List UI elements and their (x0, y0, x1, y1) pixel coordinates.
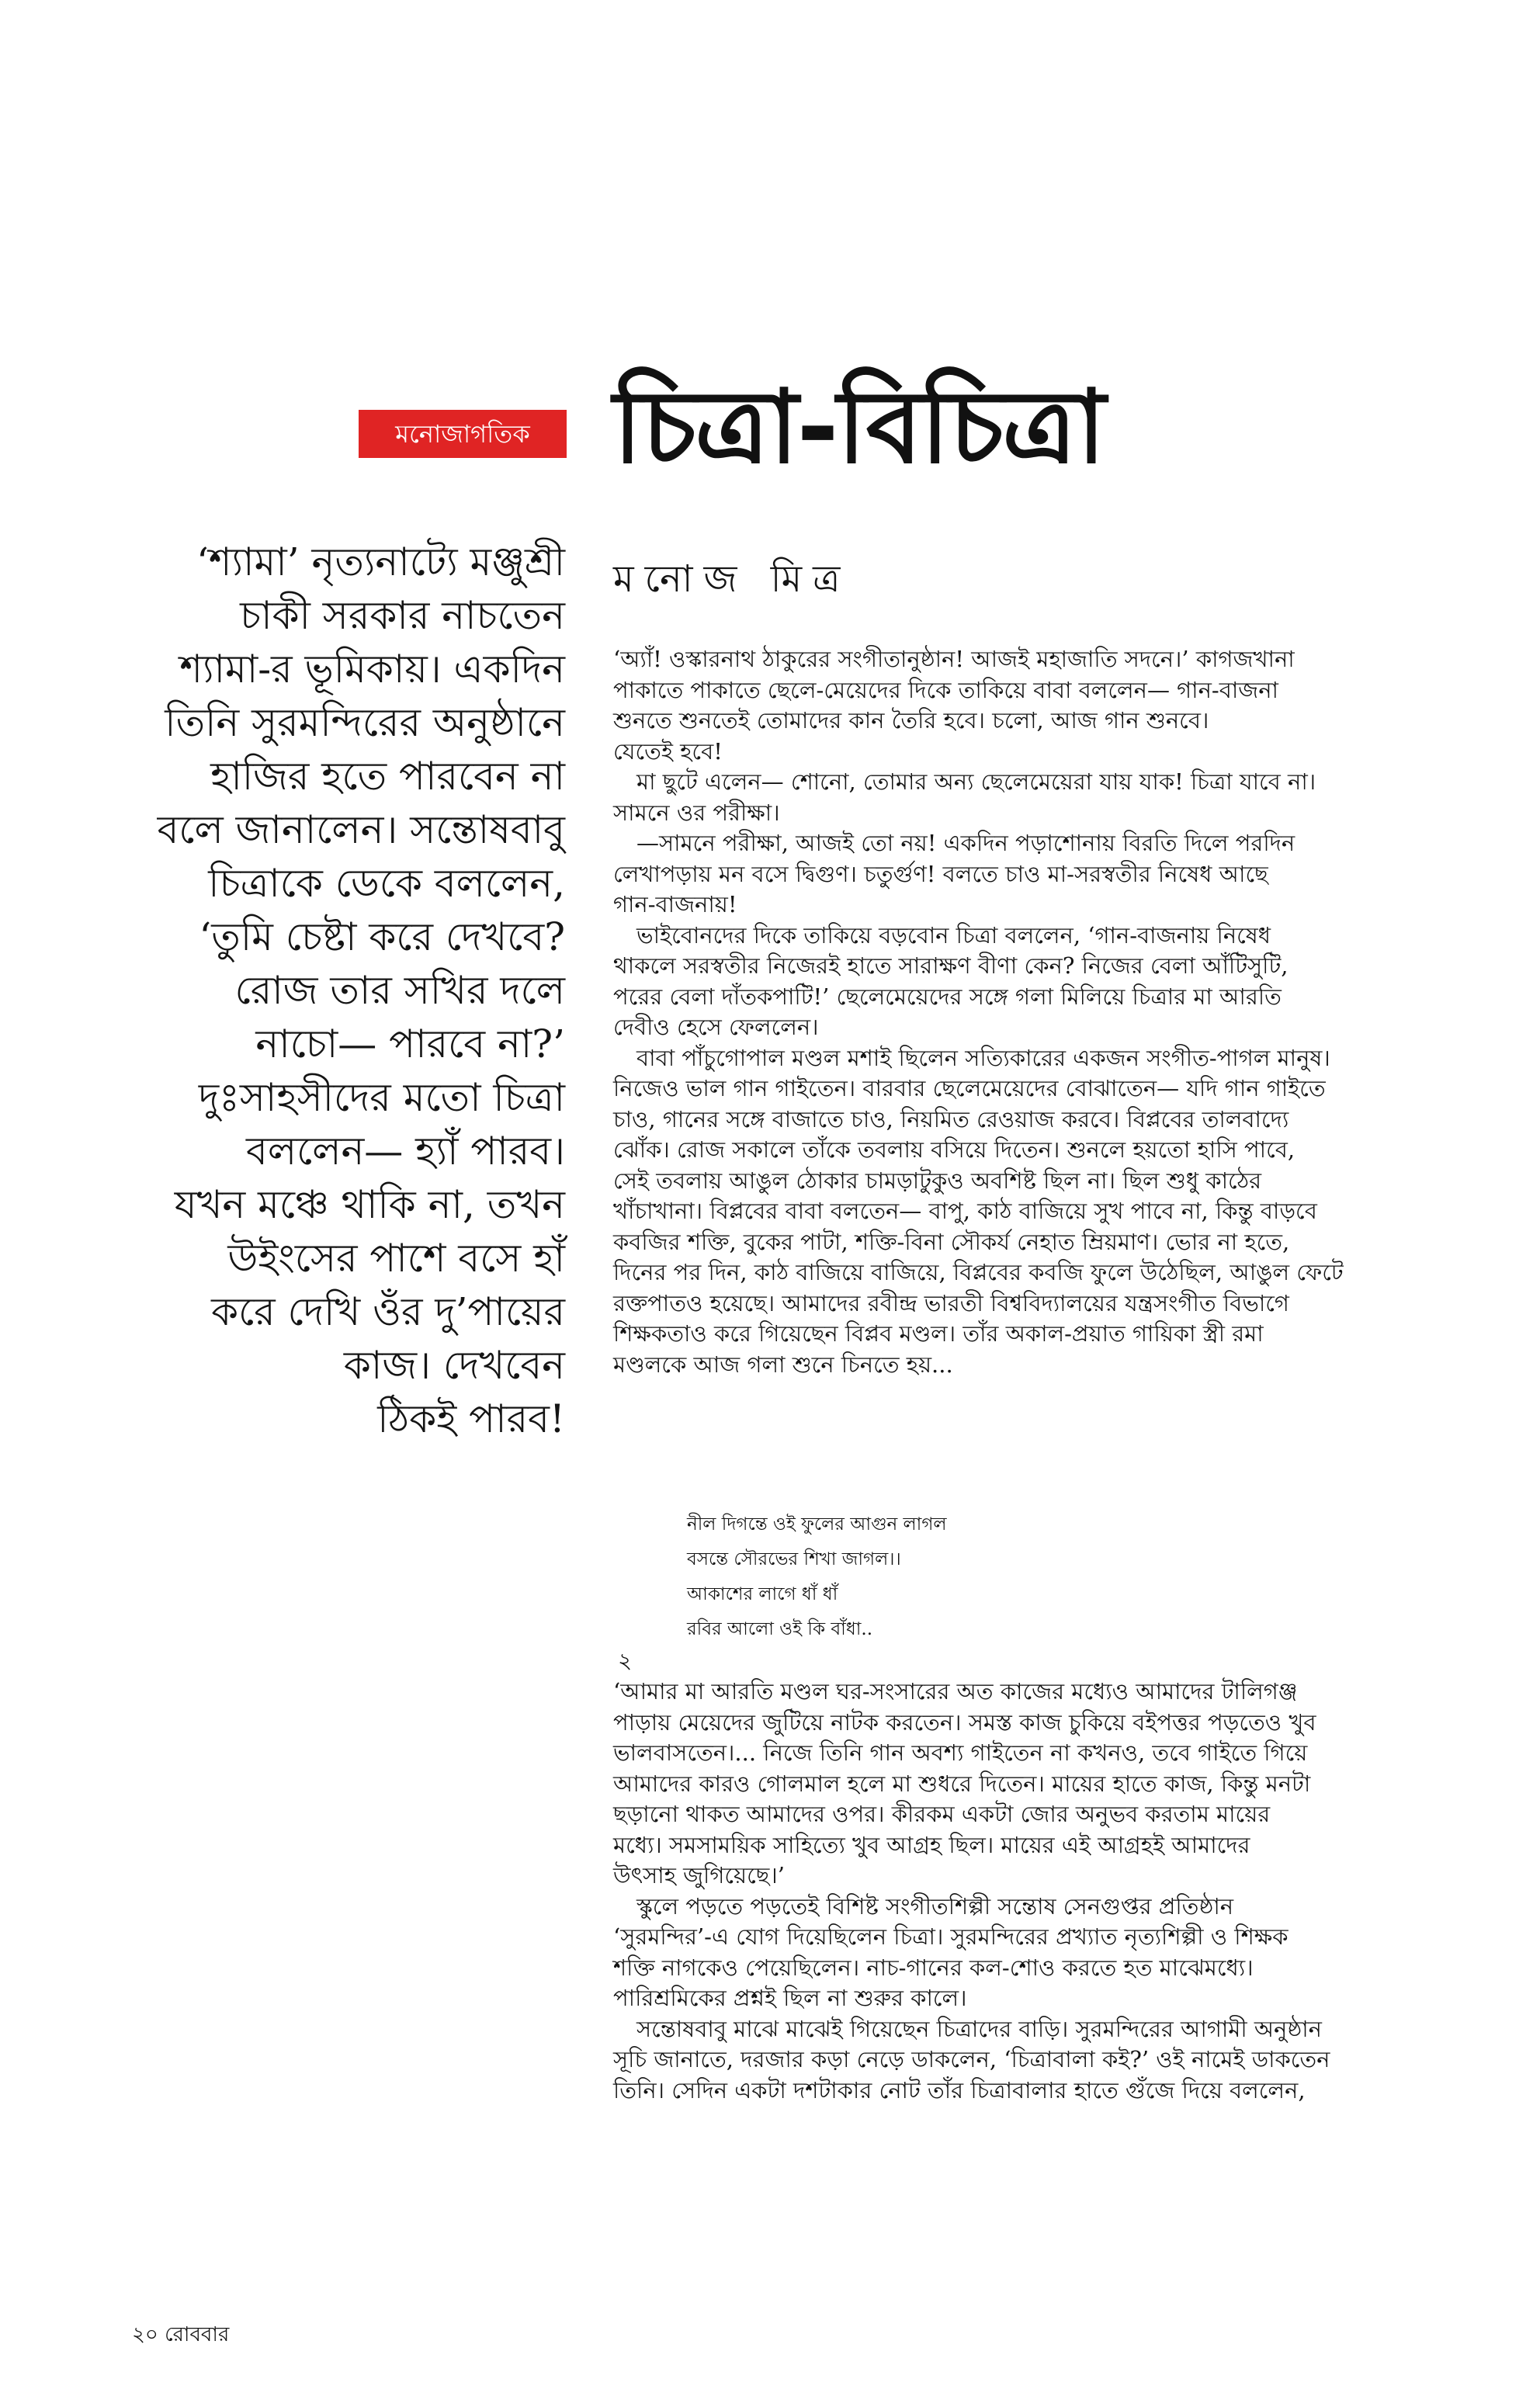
body-line: নিজেও ভাল গান গাইতেন। বারবার ছেলেমেয়েদের বোঝাতেন— যদি গান গাইতে (613, 1075, 1326, 1101)
body-line: খাঁচাখানা। বিপ্লবের বাবা বলতেন— বাপু, কাঠ বাজিয়ে সুখ পাবে না, কিন্তু বাড়বে (613, 1198, 1317, 1224)
body-line: শুনতে শুনতেই তোমাদের কান তৈরি হবে। চলো, আজ গান শুনবে। (613, 707, 1209, 734)
body-line: মা ছুটে এলেন— শোনো, তোমার অন্য ছেলেমেয়েরা যায় যাক! চিত্রা যাবে না। (636, 768, 1316, 795)
page-folio: ২০ রোববার (132, 2323, 230, 2346)
pull-quote-line: ঠিকই পারব! (377, 1396, 565, 1441)
pull-quote-line: কাজ। দেখবেন (343, 1343, 565, 1388)
body-line: সেই তবলায় আঙুল ঠোকার চামড়াটুকুও অবশিষ্ট ছিল না। ছিল শুধু কাঠের (613, 1167, 1262, 1194)
body-line: পাকাতে পাকাতে ছেলে-মেয়েদের দিকে তাকিয়ে বাবা বললেন— গান-বাজনা (613, 676, 1278, 703)
body-line: —সামনে পরীক্ষা, আজই তো নয়! একদিন পড়াশোনায় বিরতি দিলে পরদিন (636, 830, 1295, 856)
pull-quote-line: রোজ তার সখির দলে (234, 968, 565, 1013)
body-line: উৎসাহ জুগিয়েছে।’ (613, 1862, 785, 1888)
body-line: গান-বাজনায়! (613, 891, 737, 917)
body-line: থাকলে সরস্বতীর নিজেরই হাতে সারাক্ষণ বীণা কেন? নিজের বেলা আঁটিসুটি, (613, 952, 1289, 979)
category-badge: মনোজাগতিক (359, 410, 567, 458)
pull-quote-line: হাজির হতে পারবেন না (210, 754, 565, 799)
body-line: সূচি জানাতে, দরজার কড়া নেড়ে ডাকলেন, ‘চিত্রাবালা কই?’ ওই নামেই ডাকতেন (613, 2046, 1330, 2072)
pull-quote-line: চাকী সরকার নাচতেন (240, 593, 565, 638)
pull-quote-line: ‘তুমি চেষ্টা করে দেখবে? (199, 914, 565, 959)
poem-line: নীল দিগন্তে ওই ফুলের আগুন লাগল (687, 1514, 947, 1535)
pull-quote-line: শ্যামা-র ভূমিকায়। একদিন (179, 647, 565, 692)
pull-quote-line: বলে জানালেন। সন্তোষবাবু (157, 807, 565, 852)
body-line: মধ্যে। সমসাময়িক সাহিত্যে খুব আগ্রহ ছিল। মায়ের এই আগ্রহই আমাদের (613, 1831, 1250, 1858)
body-line: সামনে ওর পরীক্ষা। (613, 799, 780, 826)
body-line: দিনের পর দিন, কাঠ বাজিয়ে বাজিয়ে, বিপ্লবের কবজি ফুলে উঠেছিল, আঙুল ফেটে (613, 1259, 1344, 1285)
article-body-part-1 (613, 644, 1405, 1521)
body-line: স্কুলে পড়তে পড়তেই বিশিষ্ট সংগীতশিল্পী সন্তোষ সেনগুপ্তর প্রতিষ্ঠান (636, 1892, 1234, 1920)
body-line: আমাদের কারও গোলমাল হলে মা শুধরে দিতেন। মায়ের হাতে কাজ, কিন্তু মনটা (613, 1770, 1311, 1797)
poem-line: রবির আলো ওই কি বাঁধা.. (687, 1619, 873, 1639)
body-line: লেখাপড়ায় মন বসে দ্বিগুণ। চতুর্গুণ! বলতে চাও মা-সরস্বতীর নিষেধ আছে (613, 860, 1268, 887)
body-line: ‘সুরমন্দির’-এ যোগ দিয়েছিলেন চিত্রা। সুরমন্দিরের প্রখ্যাত নৃত্যশিল্পী ও শিক্ষক (613, 1923, 1289, 1950)
headline: চিত্রা-বিচিত্রা (613, 368, 1105, 486)
pull-quote-line: উইংসের পাশে বসে হাঁ (227, 1236, 565, 1281)
body-line: ছড়ানো থাকত আমাদের ওপর। কীরকম একটা জোর অনুভব করতাম মায়ের (613, 1801, 1271, 1827)
poem-line: আকাশের লাগে ধাঁ ধাঁ (687, 1584, 838, 1604)
body-line: বাবা পাঁচুগোপাল মণ্ডল মশাই ছিলেন সত্যিকারের একজন সংগীত-পাগল মানুষ। (636, 1044, 1330, 1071)
body-line: ‘অ্যাঁ! ওস্কারনাথ ঠাকুরের সংগীতানুষ্ঠান! আজই মহাজাতি সদনে।’ কাগজখানা (613, 646, 1295, 672)
body-line: রক্তপাতও হয়েছে। আমাদের রবীন্দ্র ভারতী বিশ্ববিদ্যালয়ের যন্ত্রসংগীত বিভাগে (613, 1289, 1289, 1316)
pull-quote-line: তিনি সুরমন্দিরের অনুষ্ঠানে (165, 700, 565, 745)
poem-excerpt (687, 1507, 1075, 1647)
body-line: পরের বেলা দাঁতকপাটি!’ ছেলেমেয়েদের সঙ্গে গলা মিলিয়ে চিত্রার মা আরতি (613, 983, 1282, 1010)
body-line: দেবীও হেসে ফেললেন। (613, 1014, 819, 1040)
body-line: ভাইবোনদের দিকে তাকিয়ে বড়বোন চিত্রা বললেন, ‘গান-বাজনায় নিষেধ (636, 921, 1271, 949)
body-line: ‘আমার মা আরতি মণ্ডল ঘর-সংসারের অত কাজের মধ্যেও আমাদের টালিগঞ্জ (613, 1678, 1298, 1705)
body-line: মণ্ডলকে আজ গলা শুনে চিনতে হয়... (613, 1351, 953, 1378)
pull-quote-line: নাচো— পারবে না?’ (255, 1021, 565, 1066)
pull-quote-line: ‘শ্যামা’ নৃত্যনাট্যে মঞ্জুশ্রী (196, 539, 565, 584)
body-line: যেতেই হবে! (613, 737, 723, 765)
poem-line: বসন্তে সৌরভের শিখা জাগল।। (687, 1549, 901, 1569)
article-body-part-2 (613, 1677, 1405, 2173)
pull-quote-line: করে দেখি ওঁর দু’পায়ের (211, 1289, 565, 1334)
body-line: পারিশ্রমিকের প্রশ্নই ছিল না শুরুর কালে। (613, 1985, 967, 2011)
pull-quote-line: চিত্রাকে ডেকে বললেন, (208, 861, 565, 906)
body-line: পাড়ায় মেয়েদের জুটিয়ে নাটক করতেন। সমস্ত কাজ চুকিয়ে বইপত্তর পড়তেও খুব (613, 1708, 1316, 1736)
body-line: ঝোঁক। রোজ সকালে তাঁকে তবলায় বসিয়ে দিতেন। শুনলে হয়তো হাসি পাবে, (613, 1136, 1295, 1163)
pull-quote-line: যখন মঞ্চে থাকি না, তখন (174, 1182, 565, 1227)
pull-quote-line: দুঃসাহসীদের মতো চিত্রা (198, 1075, 565, 1120)
body-line: শিক্ষকতাও করে গিয়েছেন বিপ্লব মণ্ডল। তাঁর অকাল-প্রয়াত গায়িকা স্ত্রী রমা (613, 1320, 1264, 1347)
body-line: চাও, গানের সঙ্গে বাজাতে চাও, নিয়মিত রেওয়াজ করবে। বিপ্লবের তালবাদ্যে (613, 1105, 1289, 1132)
body-line: ভালবাসতেন।... নিজে তিনি গান অবশ্য গাইতেন না কখনও, তবে গাইতে গিয়ে (613, 1739, 1308, 1766)
body-line: তিনি। সেদিন একটা দশটাকার নোট তাঁর চিত্রাবালার হাতে গুঁজে দিয়ে বললেন, (613, 2076, 1306, 2103)
pull-quote (124, 536, 565, 1545)
body-line: সন্তোষবাবু মাঝে মাঝেই গিয়েছেন চিত্রাদের বাড়ি। সুরমন্দিরের আগামী অনুষ্ঠান (636, 2015, 1322, 2042)
author-byline: মনোজ মিত্র (613, 557, 852, 601)
section-number: ২ (618, 1648, 633, 1673)
body-line: কবজির শক্তি, বুকের পাটা, শক্তি-বিনা সৌকর্য নেহাত ম্রিয়মাণ। ভোর না হতে, (613, 1228, 1290, 1255)
pull-quote-line: বললেন— হ্যাঁ পারব। (246, 1129, 565, 1174)
body-line: শক্তি নাগকেও পেয়েছিলেন। নাচ-গানের কল-শোও করতে হত মাঝেমধ্যে। (613, 1954, 1254, 1981)
